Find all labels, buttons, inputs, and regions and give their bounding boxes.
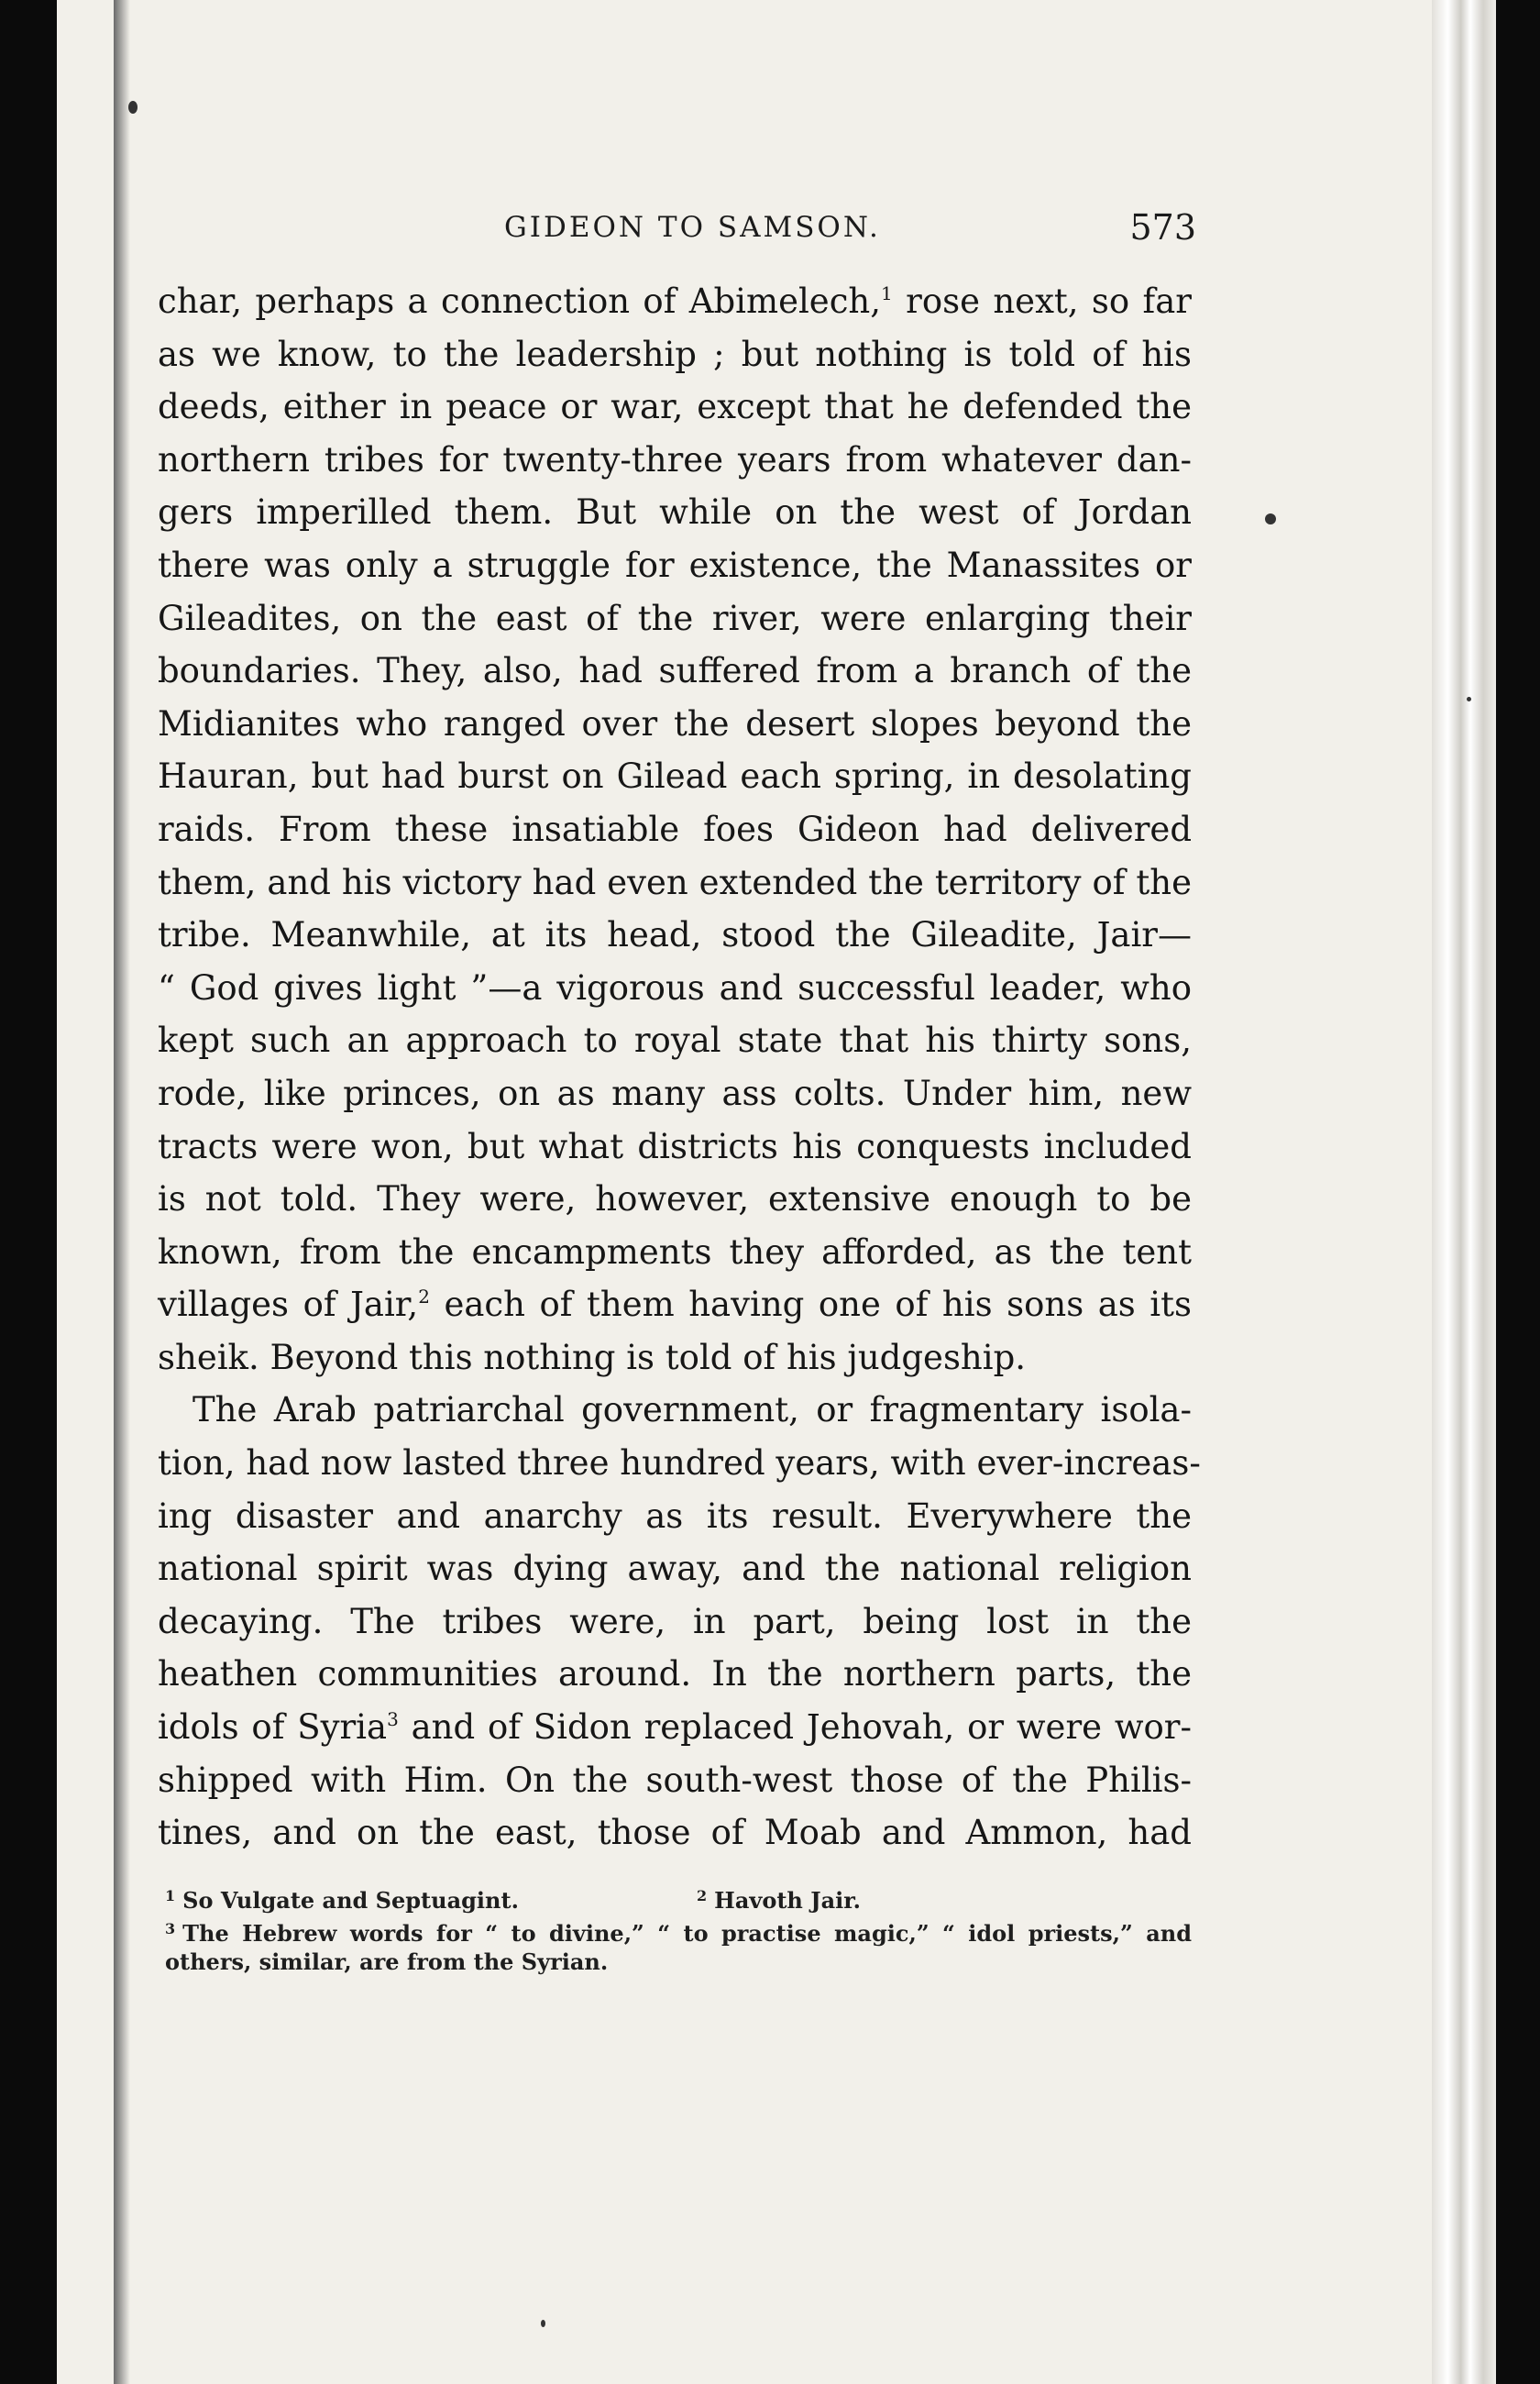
- text-line: villages of Jair,$^2$ each of them having one of his sons as its: [158, 1285, 1192, 1325]
- page-number: 573: [1129, 207, 1196, 248]
- text-line: tion, had now lasted three hundred years, with ever-increas-: [158, 1443, 1201, 1484]
- footnote-2: $^2$ Havoth Jair.: [697, 1887, 862, 1914]
- scan-speck: [1467, 697, 1471, 701]
- text-line: known, from the encampments they afforded, as the tent: [158, 1231, 1192, 1272]
- text-line: is not told. They were, however, extensive enough to be: [158, 1179, 1192, 1220]
- text-line: rode, like princes, on as many ass colts. Under him, new: [158, 1073, 1192, 1113]
- footnote-3: $^3$ The Hebrew words for “ to divine,” “ to practise magic,” “ idol priests,” and others, similar, are from the Syrian.: [165, 1920, 1192, 1975]
- text-line: sheik. Beyond this nothing is told of his judgeship.: [158, 1337, 1027, 1377]
- footnote-ref-1: 1: [881, 282, 893, 304]
- text-line: heathen communities around. In the northern parts, the: [158, 1654, 1192, 1694]
- text-line: Midianites who ranged over the desert slopes beyond the: [158, 703, 1192, 744]
- text-line: decaying. The tribes were, in part, being lost in the: [158, 1601, 1192, 1641]
- page-header: [165, 207, 1196, 262]
- footnote-row: [158, 1882, 1192, 1915]
- text-line: deeds, either in peace or war, except that he defended the: [158, 387, 1192, 427]
- text-line: Gileadites, on the east of the river, were enlarging their: [158, 598, 1192, 638]
- text-line: char, perhaps a connection of Abimelech,$^1$ rose next, so far: [158, 281, 1192, 321]
- text-line: shipped with Him. On the south-west those of the Philis-: [158, 1760, 1192, 1800]
- text-line: Hauran, but had burst on Gilead each spring, in desolating: [158, 756, 1192, 797]
- text-line: there was only a struggle for existence, the Manassites or: [158, 545, 1192, 585]
- text-line: boundaries. They, also, had suffered from a branch of the: [158, 651, 1192, 691]
- running-head: GIDEON TO SAMSON.: [504, 211, 881, 244]
- scan-speck: [128, 101, 138, 114]
- text-line: The Arab patriarchal government, or fragmentary isola-: [192, 1390, 1192, 1430]
- scan-speck: [541, 2320, 545, 2327]
- text-line: raids. From these insatiable foes Gideon had delivered: [158, 809, 1192, 849]
- scan-speck: [1265, 513, 1276, 524]
- text-line: gers imperilled them. But while on the west of Jordan: [158, 492, 1192, 533]
- text-line: national spirit was dying away, and the national religion: [158, 1549, 1192, 1589]
- binding-shadow: [114, 0, 130, 2384]
- paragraph-2: [158, 1384, 1201, 1859]
- text-line: as we know, to the leadership ; but nothing is told of his: [158, 334, 1192, 374]
- text-line: them, and his victory had even extended the territory of the: [158, 862, 1192, 902]
- paragraph-1: [158, 275, 1192, 1384]
- text-line: tracts were won, but what districts his conquests included: [158, 1126, 1192, 1166]
- footnotes: [158, 1882, 1192, 1976]
- text-line: northern tribes for twenty-three years from whatever dan-: [158, 439, 1192, 480]
- text-line: ing disaster and anarchy as its result. Everywhere the: [158, 1496, 1192, 1536]
- footnote-1: $^1$ So Vulgate and Septuagint.: [165, 1887, 519, 1914]
- text-line: tribe. Meanwhile, at its head, stood the Gileadite, Jair—: [158, 915, 1192, 955]
- text-line: tines, and on the east, those of Moab and Ammon, had: [158, 1813, 1192, 1853]
- footnote-ref-2: 2: [418, 1286, 430, 1308]
- text-line: “ God gives light ”—a vigorous and successful leader, who: [158, 967, 1192, 1008]
- footnote-ref-3: 3: [387, 1708, 399, 1731]
- text-line: kept such an approach to royal state that his thirty sons,: [158, 1021, 1192, 1061]
- body-text: [158, 275, 1201, 1860]
- page-edge: [1432, 0, 1496, 2384]
- text-line: idols of Syria$^3$ and of Sidon replaced Jehovah, or were wor-: [158, 1707, 1192, 1748]
